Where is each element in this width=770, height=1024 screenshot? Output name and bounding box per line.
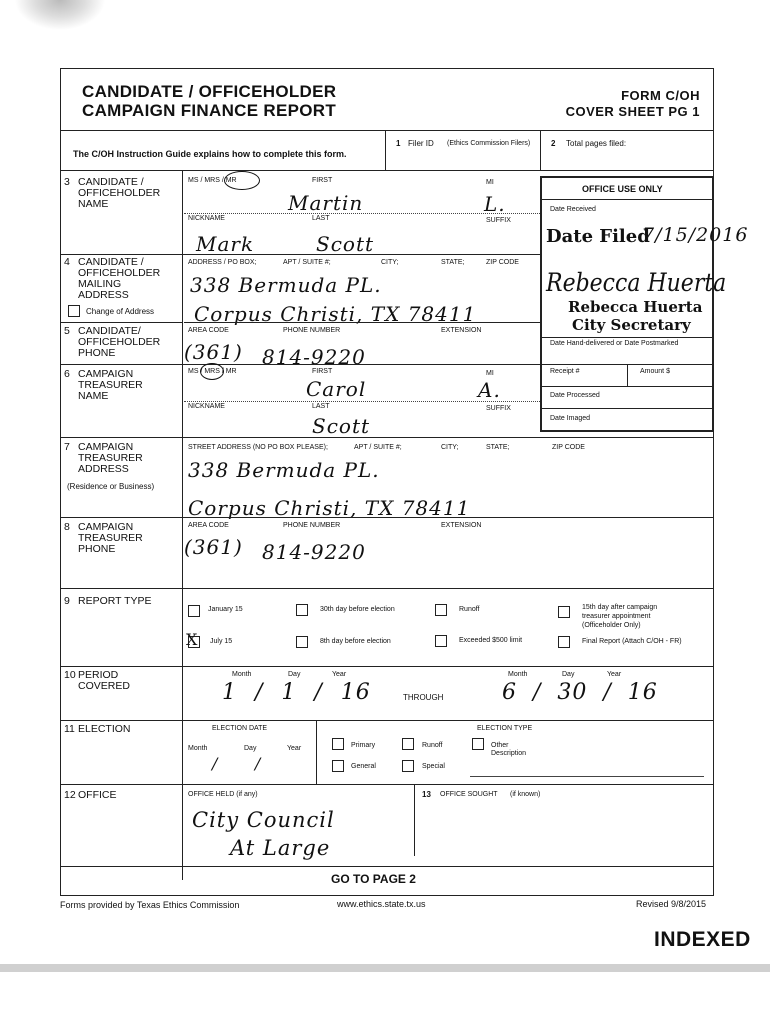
last-label: LAST [312,215,330,222]
election-year-label: Year [287,745,302,752]
election-primary-label: Primary [351,742,376,749]
divider [60,254,540,255]
section-7-number: 7 [64,441,70,453]
divider [184,322,540,323]
zip-label: ZIP CODE [486,259,519,266]
period-to: 6 / 30 / 16 [502,680,658,705]
to-year-label: Year [607,671,622,678]
section-12-number: 12 [64,789,76,801]
election-day-label: Day [244,745,257,752]
candidate-phone: 814-9220 [262,345,366,369]
treasurer-phone: 814-9220 [262,540,366,564]
section-9-label: REPORT TYPE [78,595,152,607]
candidate-nickname: Mark [196,232,255,256]
report-exceeded-checkbox[interactable] [435,635,447,647]
section-10-label-2: COVERED [78,680,130,692]
election-date-label: ELECTION DATE [212,725,268,732]
report-runoff-checkbox[interactable] [435,604,447,616]
section-12-label: OFFICE [78,789,117,801]
report-july-label: July 15 [210,638,233,645]
election-special-checkbox[interactable] [402,760,414,772]
divider [60,517,714,518]
filer-id-label: Filer ID [408,139,434,148]
treasurer-mi: A. [478,378,501,402]
report-runoff-label: Runoff [459,606,480,613]
period-from: 1 / 1 / 16 [222,680,371,705]
section-6-label-1: CAMPAIGN [78,368,134,380]
divider [627,364,628,386]
section-6-label-3: NAME [78,390,109,402]
salutation-circle-mark [200,363,224,380]
report-exceeded-label: Exceeded $500 limit [459,637,523,644]
office-held-value-1: City Council [192,808,335,832]
section-4-label-3: MAILING [78,278,122,290]
divider [182,170,183,880]
office-held-value-2: At Large [230,836,331,860]
report-30th-day-checkbox[interactable] [296,604,308,616]
date-filed-stamp: Date Filed [546,226,650,247]
section-6-number: 6 [64,368,70,380]
report-15th-day-label-1: 15th day after campaign [582,604,658,611]
section-3-number: 3 [64,176,70,188]
salutation-circle-mark [224,171,260,190]
scan-bottom-band [0,964,770,972]
report-january-checkbox[interactable] [188,605,200,617]
section-3-label-3: NAME [78,198,109,210]
suffix-label: SUFFIX [486,405,511,412]
date-processed-label: Date Processed [550,392,600,399]
section-7-label-1: CAMPAIGN [78,441,134,453]
date-filed-value: 7/15/2016 [642,224,749,246]
divider [60,130,714,131]
from-month-label: Month [232,671,252,678]
section-8-label-2: TREASURER [78,532,143,544]
footer-url: www.ethics.state.tx.us [337,899,426,909]
receipt-label: Receipt # [550,368,580,375]
divider [60,588,714,589]
election-special-label: Special [422,763,445,770]
report-8th-day-checkbox[interactable] [296,636,308,648]
section-10-label-1: PERIOD [78,669,119,681]
change-of-address-label: Change of Address [86,307,155,316]
divider [385,130,386,170]
divider [60,437,714,438]
section-9-number: 9 [64,595,70,607]
scan-edge-mark [0,0,120,40]
through-label: THROUGH [403,693,444,702]
divider [540,130,541,170]
section-13-number: 13 [422,790,431,799]
office-use-title: OFFICE USE ONLY [582,184,663,194]
divider [60,784,714,785]
date-received-label: Date Received [550,206,596,213]
report-final-label: Final Report (Attach C/OH - FR) [582,638,682,645]
stamp-secretary-name: Rebecca Huerta [568,298,703,316]
suffix-label: SUFFIX [486,217,511,224]
section-4-label-1: CANDIDATE / [78,256,144,268]
candidate-last-name: Scott [316,232,375,256]
first-label: FIRST [312,368,333,375]
section-7-label-3: ADDRESS [78,463,129,475]
footer-revised: Revised 9/8/2015 [636,899,707,909]
salutation-label: MS / MRS / MR [188,177,237,184]
hand-delivered-label: Date Hand-delivered or Date Postmarked [550,340,679,347]
divider [540,199,714,200]
state-label: STATE; [441,259,465,266]
zip-label: ZIP CODE [552,444,585,451]
area-code-label: AREA CODE [188,327,229,334]
mailing-address-line2: Corpus Christi, TX 78411 [194,302,477,326]
section-8-label-1: CAMPAIGN [78,521,134,533]
treasurer-first-name: Carol [306,377,367,401]
address-label: ADDRESS / PO BOX; [188,259,257,266]
election-runoff-checkbox[interactable] [402,738,414,750]
dotted-divider [184,213,540,214]
section-7-label-2: TREASURER [78,452,143,464]
first-label: FIRST [312,177,333,184]
section-8-label-3: PHONE [78,543,116,555]
report-15th-day-label-2: treasurer appointment [582,613,651,620]
form-title-line1: CANDIDATE / OFFICEHOLDER [82,82,337,101]
indexed-stamp: INDEXED [654,928,751,951]
section-11-number: 11 [64,723,75,735]
election-general-label: General [351,763,376,770]
report-30th-day-label: 30th day before election [320,606,395,613]
form-id-line2: COVER SHEET PG 1 [565,104,700,119]
other-description-line [470,776,704,777]
city-label: CITY; [381,259,399,266]
report-july-check-mark: X [186,630,199,649]
section-8-number: 8 [64,521,70,533]
report-january-label: January 15 [208,606,243,613]
apt-label: APT / SUITE #; [283,259,331,266]
to-month-label: Month [508,671,528,678]
election-runoff-label: Runoff [422,742,443,749]
section-4-number: 4 [64,256,70,268]
treasurer-salutation-label: MS / MRS / MR [188,368,237,375]
pages-label: Total pages filed: [566,139,627,148]
mi-label: MI [486,370,494,377]
election-description-label: Description [491,750,527,757]
form-id-line1: FORM C/OH [621,88,700,103]
candidate-first-name: Martin [288,191,364,215]
divider [540,408,714,409]
election-month-label: Month [188,745,208,752]
election-primary-checkbox[interactable] [332,738,344,750]
report-15th-day-checkbox[interactable] [558,606,570,618]
election-other-label: Other [491,742,509,749]
report-final-checkbox[interactable] [558,636,570,648]
report-8th-day-label: 8th day before election [320,638,391,645]
residence-note: (Residence or Business) [67,482,155,491]
divider [316,720,317,784]
to-day-label: Day [562,671,575,678]
office-sought-label: OFFICE SOUGHT [440,791,498,798]
election-type-label: ELECTION TYPE [477,725,533,732]
nickname-label: NICKNAME [188,215,225,222]
election-date-slashes: / / [212,754,262,773]
phone-label: PHONE NUMBER [283,522,341,529]
secretary-signature: Rebecca Huerta [546,268,727,297]
office-sought-note: (if known) [510,791,541,798]
treasurer-area-code: (361) [184,535,243,559]
footer-provided: Forms provided by Texas Ethics Commission [60,900,240,910]
election-general-checkbox[interactable] [332,760,344,772]
extension-label: EXTENSION [441,327,482,334]
extension-label: EXTENSION [441,522,482,529]
amount-label: Amount $ [640,368,670,375]
divider [60,364,540,365]
area-code-label: AREA CODE [188,522,229,529]
section-11-label: ELECTION [78,723,131,735]
filer-id-note: (Ethics Commission Filers) [447,140,531,147]
section-3-label-2: OFFICEHOLDER [78,187,161,199]
section-3-label-1: CANDIDATE / [78,176,144,188]
section-5-label-2: OFFICEHOLDER [78,336,161,348]
treasurer-last-name: Scott [312,414,371,438]
election-other-checkbox[interactable] [472,738,484,750]
mi-label: MI [486,179,494,186]
city-label: CITY; [441,444,459,451]
filer-id-number: 1 [396,139,401,148]
state-label: STATE; [486,444,510,451]
candidate-mi: L. [484,192,506,216]
divider [60,170,714,171]
divider [540,386,714,387]
form-title-line2: CAMPAIGN FINANCE REPORT [82,101,337,120]
divider [60,720,714,721]
section-4-label-2: OFFICEHOLDER [78,267,161,279]
instruction-text: The C/OH Instruction Guide explains how to complete this form. [73,149,347,159]
divider [60,666,714,667]
nickname-label: NICKNAME [188,403,225,410]
treasurer-address-line1: 338 Bermuda PL. [188,458,380,482]
section-10-number: 10 [64,669,76,681]
go-to-page-2: GO TO PAGE 2 [331,872,416,886]
report-15th-day-label-3: (Officeholder Only) [582,622,641,629]
section-5-label-1: CANDIDATE/ [78,325,141,337]
apt-label: APT / SUITE #; [354,444,402,451]
dotted-divider [184,401,540,402]
divider [540,337,714,338]
phone-label: PHONE NUMBER [283,327,341,334]
section-5-label-3: PHONE [78,347,116,359]
section-5-number: 5 [64,325,70,337]
office-held-label: OFFICE HELD (if any) [188,791,258,798]
section-4-label-4: ADDRESS [78,289,129,301]
divider [60,866,714,867]
treasurer-address-line2: Corpus Christi, TX 78411 [188,496,471,520]
divider [60,322,182,323]
candidate-area-code: (361) [184,340,243,364]
pages-number: 2 [551,139,556,148]
from-year-label: Year [332,671,347,678]
mailing-address-line1: 338 Bermuda PL. [190,273,382,297]
street-label: STREET ADDRESS (NO PO BOX PLEASE); [188,444,328,451]
last-label: LAST [312,403,330,410]
date-imaged-label: Date Imaged [550,415,591,422]
change-of-address-checkbox[interactable] [68,305,80,317]
from-day-label: Day [288,671,301,678]
divider [414,784,415,856]
section-6-label-2: TREASURER [78,379,143,391]
stamp-secretary-title: City Secretary [572,316,691,334]
